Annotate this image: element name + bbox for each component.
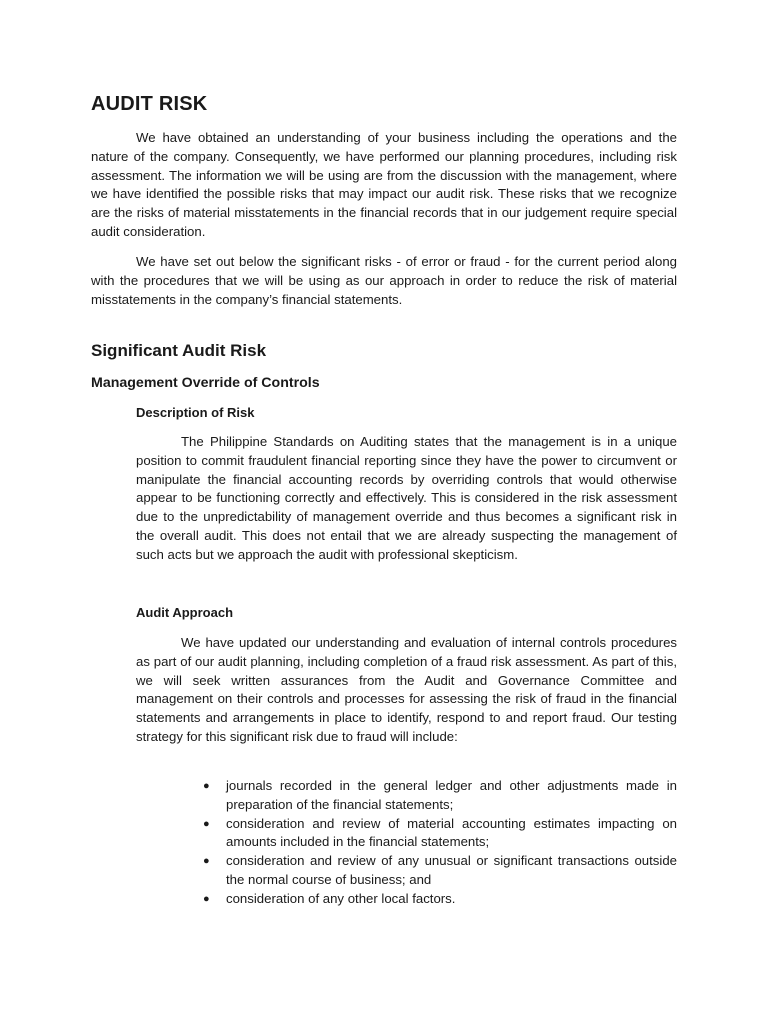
list-item-text: journals recorded in the general ledger and other adjustments made in preparation of the financial statements;: [226, 778, 677, 812]
list-item: [203, 852, 677, 890]
bullet-icon: ●: [203, 817, 210, 830]
audit-approach-paragraph: We have updated our understanding and evaluation of internal controls procedures as part of our audit planning, including completion of a fraud risk assessment. As part of this, we will seek written assurances from the Audit and Governance Committee and management on their controls and processes for assessing the risk of fraud in the financial statements and arrangements in place to identify, respond to and report fraud. Our testing strategy for this significant risk due to fraud will include:: [136, 635, 677, 744]
description-of-risk-paragraph: The Philippine Standards on Auditing states that the management is in a unique position to commit fraudulent financial reporting since they have the power to circumvent or manipulate the financial accounting records by overriding controls that would otherwise appear to be functioning correctly and effectively. This is considered in the risk assessment due to the unpredictability of management override and thus becomes a significant risk in the overall audit. This does not entail that we are already suspecting the management of such acts but we approach the audit with professional skepticism.: [136, 434, 677, 562]
audit-approach-heading: Audit Approach: [136, 605, 234, 620]
intro-paragraph-1: We have obtained an understanding of your business including the operations and the nature of the company. Consequently, we have performed our planning procedures, including risk assessment. The information we will be using are from the discussion with the management, where we have identified the possible risks that may impact our audit risk. These risks that we recognize are the risks of material misstatements in the financial records that in our judgement require special audit consideration.: [91, 130, 677, 239]
bullet-icon: ●: [203, 892, 210, 905]
page-title: AUDIT RISK: [91, 93, 208, 115]
management-override-heading: Management Override of Controls: [91, 375, 320, 391]
description-of-risk-heading: Description of Risk: [136, 405, 255, 420]
list-item: [203, 815, 677, 853]
list-item-text: consideration of any other local factors.: [226, 890, 456, 906]
list-item: [203, 890, 677, 909]
intro-paragraph-2: We have set out below the significant risks - of error or fraud - for the current period along with the procedures that we will be using as our approach in order to reduce the risk of material misstatements in the company’s financial statements.: [91, 254, 677, 307]
significant-audit-risk-heading: Significant Audit Risk: [91, 341, 267, 360]
testing-strategy-list: [203, 777, 677, 909]
list-item-text: consideration and review of any unusual or significant transactions outside the normal course of business; and: [226, 853, 677, 887]
list-item: [203, 777, 677, 815]
bullet-icon: ●: [203, 780, 210, 792]
list-item-text: consideration and review of material accounting estimates impacting on amounts included in the financial statements;: [226, 815, 677, 850]
bullet-icon: ●: [203, 855, 210, 868]
